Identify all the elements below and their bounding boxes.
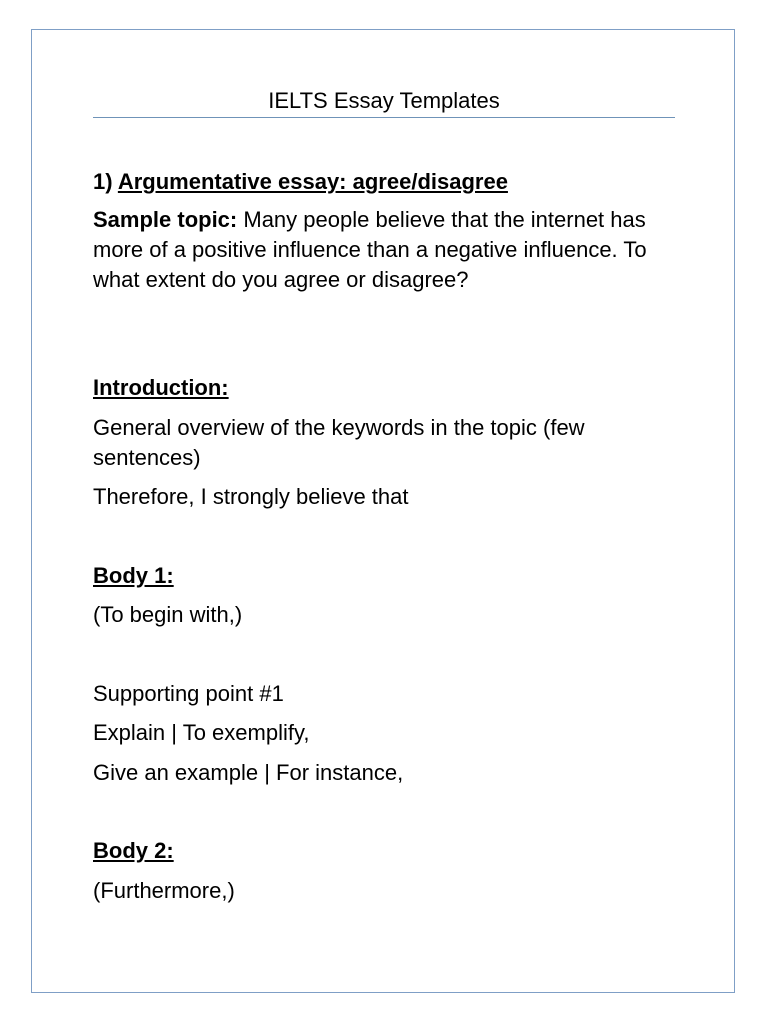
body1-explain: Explain | To exemplify, [93, 720, 310, 745]
body2-opener: (Furthermore,) [93, 878, 235, 903]
body1-opener: (To begin with,) [93, 602, 243, 627]
sample-topic-paragraph [93, 205, 683, 295]
body1-example: Give an example | For instance, [93, 760, 404, 785]
introduction-line-2: Therefore, I strongly believe that [93, 484, 409, 509]
sample-topic-text: Many people believe that the internet has more of a positive influence than a negative influence. To what extent do you agree or disagree? [93, 207, 647, 292]
body2-heading: Body 2: [93, 838, 174, 863]
body1-supporting-point: Supporting point #1 [93, 681, 284, 706]
section-title: Argumentative essay: agree/disagree [117, 169, 508, 194]
document-title: IELTS Essay Templates [268, 88, 500, 113]
title-underline-rule [93, 117, 675, 118]
introduction-line-1: General overview of the keywords in the topic (few sentences) [93, 415, 585, 470]
body1-heading: Body 1: [93, 563, 174, 588]
introduction-heading: Introduction: [93, 375, 229, 400]
section-number: 1) [93, 169, 113, 194]
sample-topic-label: Sample topic: [93, 207, 238, 232]
section-heading [93, 167, 683, 197]
